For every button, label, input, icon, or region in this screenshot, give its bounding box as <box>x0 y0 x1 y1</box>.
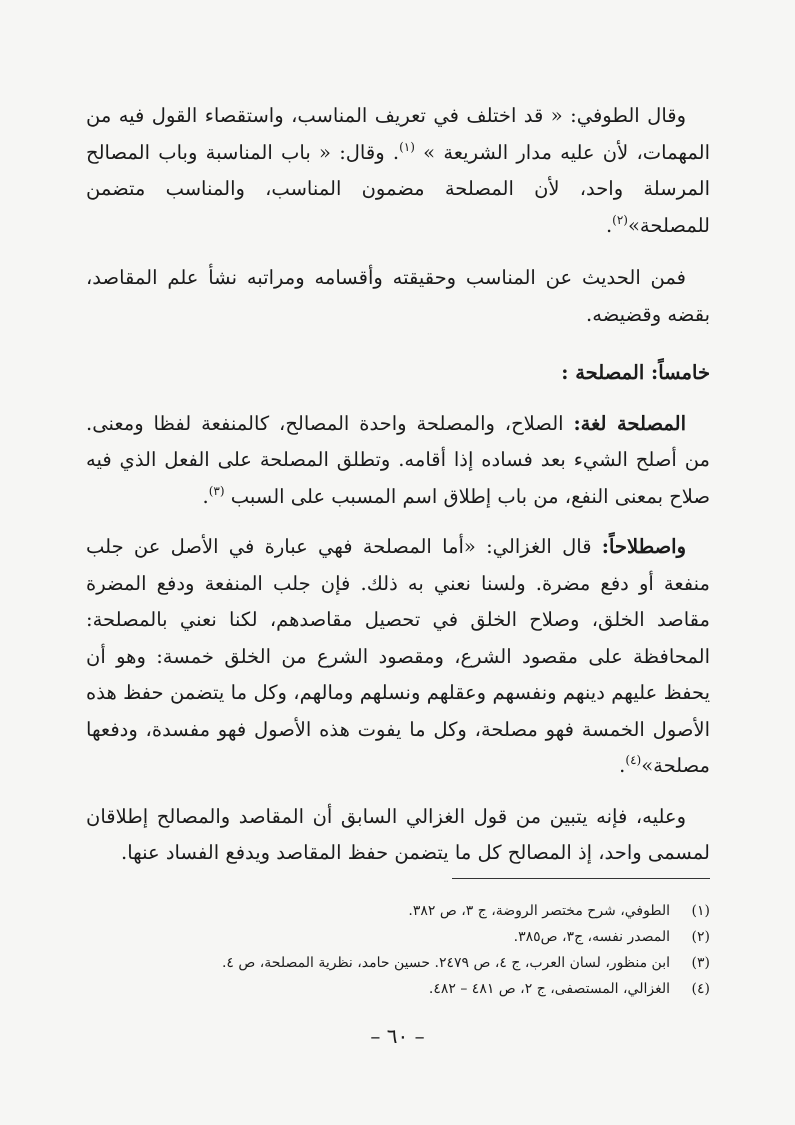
footnote-item <box>86 976 710 1002</box>
footnote-number: (١) <box>691 903 710 919</box>
footnote-ref: (٤) <box>625 753 642 767</box>
paragraph-text: وقال الطوفي: « قد اختلف في تعريف المناسب، واستقصاء القول فيه من المهمات، لأن عليه مدار الشريعة » <box>86 104 710 164</box>
term-label: المصلحة لغة: <box>573 411 686 435</box>
footnote-item <box>86 898 710 924</box>
footnote-text: ابن منظور، لسان العرب، ج ٤، ص ٢٤٧٩. حسين حامد، نظرية المصلحة، ص ٤. <box>221 955 670 971</box>
punctuation: . <box>202 484 209 508</box>
paragraph-text: فمن الحديث عن المناسب وحقيقته وأقسامه ومراتبه نشأ علم المقاصد، بقضه وقضيضه. <box>86 266 710 326</box>
footnote-number: (٣) <box>691 955 710 971</box>
paragraph-text: قال الغزالي: «أما المصلحة فهي عبارة في الأصل عن جلب منفعة أو دفع مضرة. ولسنا نعني به ذلك. فإن جلب المنفعة ودفع المضرة مقاصد الخلق، وصلاح الخلق في تحصيل مقاصدهم، لكنا نعني بالمصلحة: المحافظة على مقصود الشرع، ومقصود الشرع من الخلق خمسة: وهو أن يحفظ عليهم دينهم ونفسهم وعقلهم ونسلهم وماله‍م، وكل ما يتضمن حفظ هذه الأصول الخمسة فهو مصلحة، وكل ما يفوت هذه الأصول فهو مفسدة، ودفعها مصلحة» <box>86 535 710 777</box>
footnote-ref: (٣) <box>208 483 225 498</box>
footnote-ref: (١) <box>399 139 415 154</box>
paragraph-text: . وقال: « باب المناسبة وباب المصالح المرسلة واحد، لأن المصلحة مضمون المناسب، والمناسب متضمن للمصلحة» <box>86 140 710 237</box>
punctuation: . <box>605 213 613 237</box>
footnote-text: الغزالي، المستصفى، ج ٢، ص ٤٨١ – ٤٨٢. <box>428 981 670 997</box>
footnote-text: المصدر نفسه، ج٣، ص٣٨٥. <box>513 929 670 945</box>
section-heading: خامساً: المصلحة : <box>561 361 710 384</box>
paragraph-text: وعليه، فإنه يتبين من قول الغزالي السابق أن المقاصد والمصالح إطلاقان لمسمى واحد، إذ المصالح كل ما يتضمن حفظ المقاصد ويدفع الفساد عنها. <box>86 804 710 864</box>
punctuation: . <box>619 754 626 777</box>
footnote-text: الطوفي، شرح مختصر الروضة، ج ٣، ص ٣٨٢. <box>408 903 670 919</box>
main-text <box>86 98 710 886</box>
page-number: – ٦٠ – <box>370 1024 425 1048</box>
footnote-item <box>86 950 710 976</box>
footnote-ref: (٢) <box>612 212 628 227</box>
paragraph-maqasid-origin <box>86 260 710 333</box>
paragraph-tufi <box>86 98 710 244</box>
term-label: واصطلاحاً: <box>601 535 686 558</box>
footnote-number: (٢) <box>691 929 710 945</box>
footnote-separator <box>452 878 710 879</box>
paragraph-maslaha-technical <box>86 529 710 785</box>
footnotes <box>86 898 710 1002</box>
paragraph-text: الصلاح، والمصلحة واحدة المصالح، كالمنفعة لفظا ومعنى. من أصلح الشيء بعد فساده إذا أقامه. وتطلق المصلحة على الفعل الذي فيه صلاح بمعنى النفع، من باب إطلاق اسم المسبب على السبب <box>86 411 710 508</box>
footnote-number: (٤) <box>691 981 710 997</box>
footnote-item <box>86 924 710 950</box>
paragraph-conclusion <box>86 799 710 872</box>
paragraph-maslaha-linguistic <box>86 406 710 516</box>
